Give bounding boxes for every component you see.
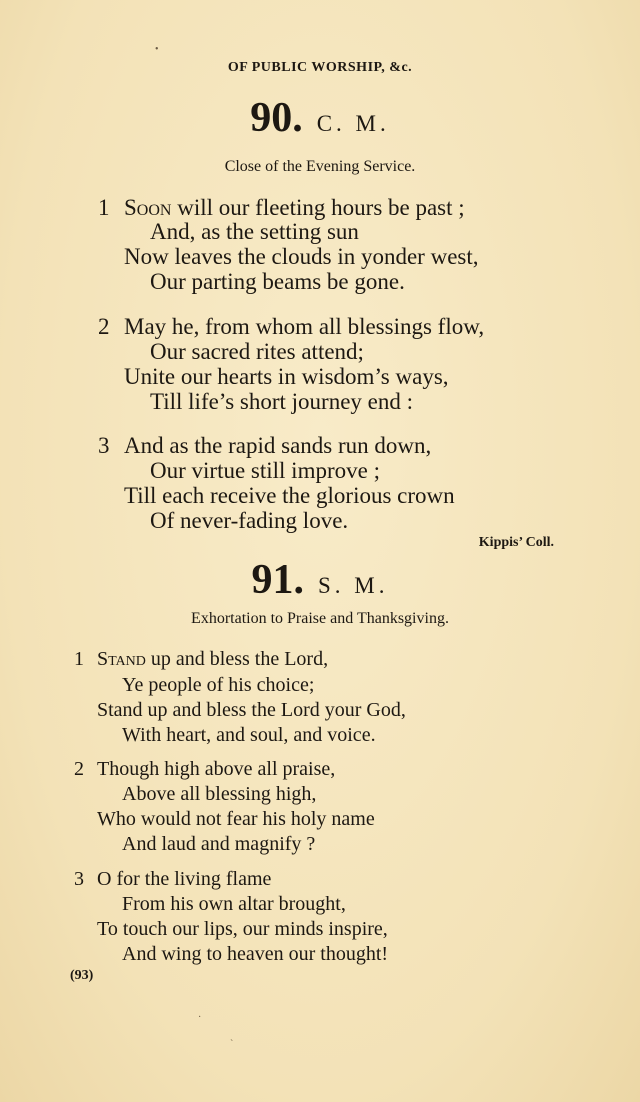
ink-speck: • [155,44,159,55]
verse-number: 2 [74,758,84,780]
ink-speck: · [198,1012,202,1023]
verse-line: Our sacred rites attend; [150,339,364,364]
verse-line: And wing to heaven our thought! [122,943,389,965]
verse-line: Stand up and bless the Lord, [97,648,329,670]
verse-line: To touch our lips, our minds inspire, [97,918,388,940]
verse-number: 1 [98,195,110,220]
hymn-meter: S. M. [318,573,389,598]
verse-line: And as the rapid sands run down, [124,433,432,458]
hymn-90-title [0,94,640,142]
verse-line: Our virtue still improve ; [150,458,380,483]
verse-line: From his own altar brought, [122,893,346,915]
verse-number: 3 [74,868,84,890]
verse-line: Though high above all praise, [97,758,336,780]
hymn-number: 91. [251,557,304,603]
verse-line: Above all blessing high, [122,783,317,805]
hymn-91-title [0,556,640,604]
verse-line: With heart, and soul, and voice. [122,724,376,746]
verse-line: Who would not fear his holy name [97,808,375,830]
verse-number: 3 [98,433,110,458]
verse-line: Stand up and bless the Lord your God, [97,699,406,721]
verse-number: 2 [98,314,110,339]
verse-number: 1 [74,648,84,670]
hymn-90-attribution: Kippis’ Coll. [478,535,554,550]
verse-line: And, as the setting sun [150,219,359,244]
hymn-meter: C. M. [316,111,390,136]
verse-line: Soon will our fleeting hours be past ; [124,195,465,220]
verse-line: Of never-fading love. [150,508,349,533]
verse-line: Our parting beams be gone. [150,269,405,294]
verse-line: Till each receive the glorious crown [124,483,455,508]
verse-line: And laud and magnify ? [122,833,316,855]
verse-line: May he, from whom all blessings flow, [124,314,485,339]
ink-speck: ˴ [230,1034,234,1045]
verse-line: Till life’s short journey end : [150,389,414,414]
page-number: (93) [70,968,94,983]
running-head: OF PUBLIC WORSHIP, &c. [227,60,413,75]
verse-line: O for the living flame [97,868,272,890]
verse-line: Ye people of his choice; [122,674,315,696]
hymn-number: 90. [250,95,303,141]
verse-line: Unite our hearts in wisdom’s ways, [124,364,449,389]
hymn-91-subtitle: Exhortation to Praise and Thanksgiving. [191,610,449,627]
verse-line: Now leaves the clouds in yonder west, [124,244,479,269]
hymn-90-subtitle: Close of the Evening Service. [224,158,416,175]
